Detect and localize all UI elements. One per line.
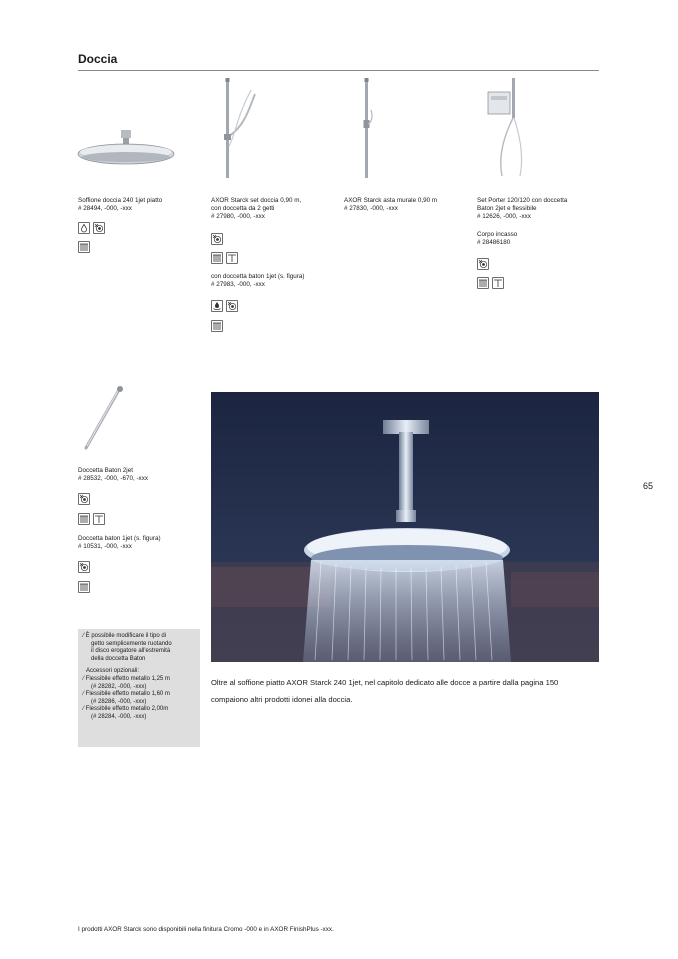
water-drop-icon [78, 222, 90, 234]
page-number: 65 [643, 481, 654, 491]
wall-mount-icon [492, 277, 504, 289]
spray-mode-icon [78, 493, 90, 505]
info-box [78, 629, 200, 747]
shower-head-image [76, 128, 176, 170]
product-2-variant-code: # 27983, -000, -xxx [211, 281, 265, 288]
info-note-line: il disco erogatore all'estremità [91, 648, 171, 655]
accessory-item: ⁄ Flessibile effetto metallo 1,25 m [83, 675, 170, 682]
product-2-variant-name: con doccetta baton 1jet (s. figura) [211, 273, 305, 280]
product-5-name: Doccetta Baton 2jet [78, 467, 133, 474]
accessories-title: Accessori opzionali: [86, 668, 140, 675]
caption-line: Oltre al soffione piatto AXOR Starck 240 1jet, nel capitolo dedicato alle docce a partire dalla pagina 150 [211, 678, 559, 687]
product-4-extra-name: Corpo incasso [477, 231, 518, 238]
installation-icon [78, 513, 90, 525]
accessory-code: (# 28284, -000, -xxx) [91, 713, 147, 720]
product-4-code: # 12626, -000, -xxx [477, 213, 531, 220]
installation-icon [78, 581, 90, 593]
accessory-code: (# 28282, -000, -xxx) [91, 683, 147, 690]
product-5-variant-name: Doccetta baton 1jet (s. figura) [78, 535, 161, 542]
spray-mode-icon [477, 258, 489, 270]
spray-mode-icon [78, 561, 90, 573]
accessory-code: (# 28286, -000, -xxx) [91, 698, 147, 705]
porter-set-image [484, 76, 536, 182]
product-1-name: Soffione doccia 240 1jet piatto [78, 197, 163, 204]
info-note-line: getto semplicemente ruotando [91, 640, 172, 647]
product-4-extra-code: # 28486180 [477, 239, 511, 246]
product-3-code: # 27830, -000, -xxx [344, 205, 398, 212]
page-title: Doccia [78, 52, 118, 66]
eco-flow-icon [211, 300, 223, 312]
product-4-name-line1: Set Porter 120/120 con doccetta [477, 197, 568, 204]
accessory-item: ⁄ Flessibile effetto metallo 2,00m [83, 706, 169, 713]
installation-icon [477, 277, 489, 289]
installation-icon [211, 252, 223, 264]
product-2-name-line2: con doccetta da 2 getti [211, 205, 275, 212]
spray-mode-icon [211, 233, 223, 245]
hand-shower-image [78, 384, 126, 454]
installation-icon [211, 320, 223, 332]
product-photo [211, 392, 599, 662]
wall-mount-icon [93, 513, 105, 525]
info-note-line: ⁄ È possibile modificare il tipo di [83, 633, 167, 639]
installation-icon [78, 241, 90, 253]
product-2-name-line1: AXOR Starck set doccia 0,90 m, [211, 197, 302, 204]
product-2-code: # 27980, -000, -xxx [211, 213, 265, 220]
spray-mode-icon [226, 300, 238, 312]
shower-set-image [215, 76, 260, 182]
footer-note: I prodotti AXOR Starck sono disponibili nella finitura Cromo -000 e in AXOR FinishPlus -xxx. [78, 926, 334, 933]
wall-bar-image [355, 76, 379, 182]
photo-caption [211, 674, 558, 708]
info-note-line: della doccetta Baton [91, 655, 146, 662]
spray-mode-icon [93, 222, 105, 234]
product-1-code: # 28494, -000, -xxx [78, 205, 132, 212]
header-divider [78, 70, 599, 71]
product-3-name: AXOR Starck asta murale 0,90 m [344, 197, 438, 204]
product-4-name-line2: Baton 2jet e flessibile [477, 205, 537, 212]
accessory-item: ⁄ Flessibile effetto metallo 1,60 m [83, 691, 170, 698]
wall-mount-icon [226, 252, 238, 264]
product-5-variant-code: # 10531, -000, -xxx [78, 543, 132, 550]
caption-line: compaiono altri prodotti idonei alla doccia. [211, 695, 353, 704]
product-5-code: # 28532, -000, -670, -xxx [78, 475, 149, 482]
